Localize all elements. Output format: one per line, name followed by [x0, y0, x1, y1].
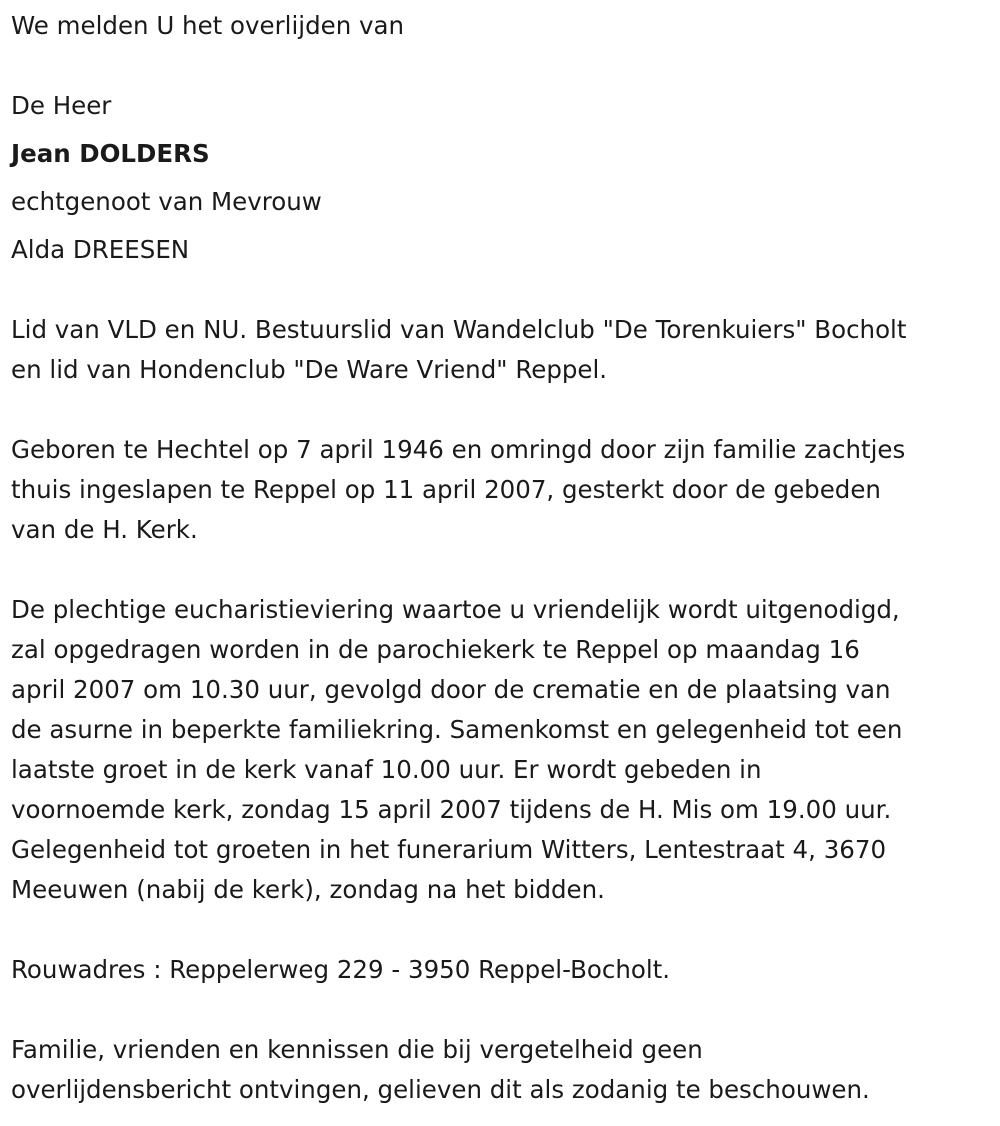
ceremony-line: Meeuwen (nabij de kerk), zondag na het bidden.	[11, 875, 605, 904]
birth-death-line: van de H. Kerk.	[11, 515, 198, 544]
membership-line: Lid van VLD en NU. Bestuurslid van Wandelclub "De Torenkuiers" Bocholt	[11, 315, 907, 344]
deceased-name: Jean DOLDERS	[11, 139, 210, 168]
membership-line: en lid van Hondenclub "De Ware Vriend" Reppel.	[11, 355, 608, 384]
closing-line: Familie, vrienden en kennissen die bij vergetelheid geen	[11, 1035, 703, 1064]
ceremony-line: de asurne in beperkte familiekring. Samenkomst en gelegenheid tot een	[11, 715, 903, 744]
ceremony-line: Gelegenheid tot groeten in het funerarium Witters, Lentestraat 4, 3670	[11, 835, 887, 864]
mourning-address: Rouwadres : Reppelerweg 229 - 3950 Reppel-Bocholt.	[11, 955, 671, 984]
ceremony-line: De plechtige eucharistieviering waartoe u vriendelijk wordt uitgenodigd,	[11, 595, 900, 624]
ceremony-line: voornoemde kerk, zondag 15 april 2007 tijdens de H. Mis om 19.00 uur.	[11, 795, 892, 824]
ceremony-line: april 2007 om 10.30 uur, gevolgd door de crematie en de plaatsing van	[11, 675, 891, 704]
birth-death-line: Geboren te Hechtel op 7 april 1946 en omringd door zijn familie zachtjes	[11, 435, 906, 464]
spouse-label: echtgenoot van Mevrouw	[11, 187, 322, 216]
honorific: De Heer	[11, 91, 112, 120]
intro-text: We melden U het overlijden van	[11, 11, 405, 40]
closing-line: overlijdensbericht ontvingen, gelieven dit als zodanig te beschouwen.	[11, 1075, 870, 1104]
spouse-name: Alda DREESEN	[11, 235, 190, 264]
ceremony-line: zal opgedragen worden in de parochiekerk te Reppel op maandag 16	[11, 635, 860, 664]
birth-death-line: thuis ingeslapen te Reppel op 11 april 2007, gesterkt door de gebeden	[11, 475, 881, 504]
ceremony-line: laatste groet in de kerk vanaf 10.00 uur. Er wordt gebeden in	[11, 755, 762, 784]
